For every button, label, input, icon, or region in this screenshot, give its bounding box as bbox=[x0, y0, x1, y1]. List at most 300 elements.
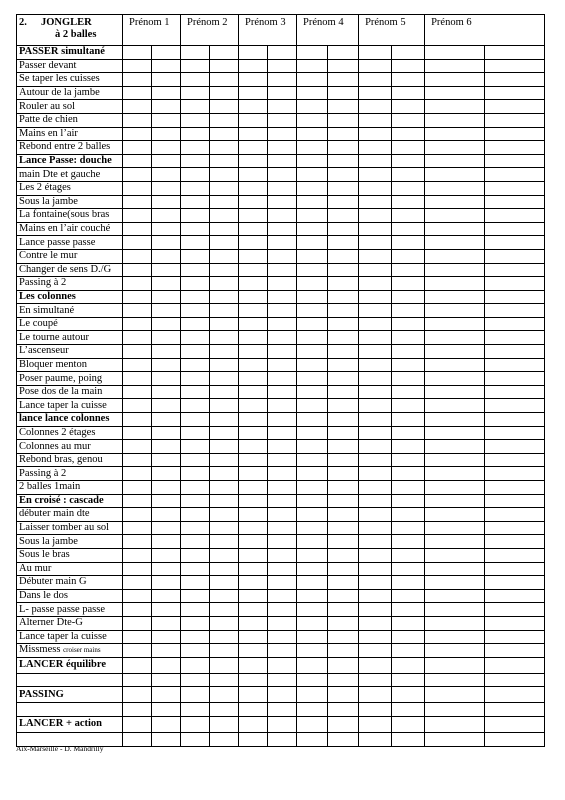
score-cell[interactable] bbox=[359, 385, 392, 399]
score-cell[interactable] bbox=[268, 426, 297, 440]
score-cell[interactable] bbox=[297, 100, 328, 114]
score-cell[interactable] bbox=[328, 535, 359, 549]
score-cell[interactable] bbox=[239, 576, 268, 590]
score-cell[interactable] bbox=[268, 304, 297, 318]
score-cell[interactable] bbox=[328, 236, 359, 250]
score-cell[interactable] bbox=[328, 195, 359, 209]
score-cell[interactable] bbox=[485, 290, 545, 304]
score-cell[interactable] bbox=[485, 317, 545, 331]
score-cell[interactable] bbox=[297, 277, 328, 291]
score-cell[interactable] bbox=[359, 236, 392, 250]
score-cell[interactable] bbox=[268, 372, 297, 386]
score-cell[interactable] bbox=[392, 181, 425, 195]
score-cell[interactable] bbox=[181, 317, 210, 331]
score-cell[interactable] bbox=[485, 467, 545, 481]
score-cell[interactable] bbox=[123, 494, 152, 508]
score-cell[interactable] bbox=[485, 508, 545, 522]
score-cell[interactable] bbox=[485, 644, 545, 658]
score-cell[interactable] bbox=[392, 277, 425, 291]
score-cell[interactable] bbox=[152, 673, 181, 687]
score-cell[interactable] bbox=[328, 263, 359, 277]
score-cell[interactable] bbox=[152, 331, 181, 345]
score-cell[interactable] bbox=[268, 141, 297, 155]
score-cell[interactable] bbox=[485, 181, 545, 195]
score-cell[interactable] bbox=[123, 673, 152, 687]
score-cell[interactable] bbox=[181, 703, 210, 717]
score-cell[interactable] bbox=[123, 209, 152, 223]
score-cell[interactable] bbox=[297, 127, 328, 141]
score-cell[interactable] bbox=[239, 467, 268, 481]
score-cell[interactable] bbox=[152, 426, 181, 440]
score-cell[interactable] bbox=[297, 548, 328, 562]
score-cell[interactable] bbox=[392, 548, 425, 562]
score-cell[interactable] bbox=[425, 644, 485, 658]
score-cell[interactable] bbox=[297, 644, 328, 658]
score-cell[interactable] bbox=[152, 535, 181, 549]
score-cell[interactable] bbox=[181, 494, 210, 508]
score-cell[interactable] bbox=[268, 317, 297, 331]
score-cell[interactable] bbox=[328, 154, 359, 168]
score-cell[interactable] bbox=[239, 46, 268, 60]
score-cell[interactable] bbox=[123, 127, 152, 141]
score-cell[interactable] bbox=[239, 168, 268, 182]
score-cell[interactable] bbox=[152, 358, 181, 372]
score-cell[interactable] bbox=[152, 277, 181, 291]
score-cell[interactable] bbox=[152, 481, 181, 495]
score-cell[interactable] bbox=[359, 521, 392, 535]
score-cell[interactable] bbox=[359, 494, 392, 508]
score-cell[interactable] bbox=[152, 304, 181, 318]
score-cell[interactable] bbox=[425, 467, 485, 481]
score-cell[interactable] bbox=[392, 521, 425, 535]
score-cell[interactable] bbox=[152, 141, 181, 155]
score-cell[interactable] bbox=[210, 195, 239, 209]
score-cell[interactable] bbox=[152, 372, 181, 386]
score-cell[interactable] bbox=[425, 616, 485, 630]
score-cell[interactable] bbox=[392, 644, 425, 658]
score-cell[interactable] bbox=[210, 673, 239, 687]
score-cell[interactable] bbox=[210, 453, 239, 467]
score-cell[interactable] bbox=[392, 576, 425, 590]
score-cell[interactable] bbox=[152, 589, 181, 603]
score-cell[interactable] bbox=[485, 168, 545, 182]
score-cell[interactable] bbox=[152, 644, 181, 658]
score-cell[interactable] bbox=[392, 141, 425, 155]
score-cell[interactable] bbox=[181, 290, 210, 304]
score-cell[interactable] bbox=[359, 46, 392, 60]
score-cell[interactable] bbox=[485, 589, 545, 603]
score-cell[interactable] bbox=[359, 263, 392, 277]
score-cell[interactable] bbox=[123, 644, 152, 658]
score-cell[interactable] bbox=[239, 100, 268, 114]
score-cell[interactable] bbox=[392, 113, 425, 127]
score-cell[interactable] bbox=[268, 535, 297, 549]
score-cell[interactable] bbox=[123, 100, 152, 114]
score-cell[interactable] bbox=[268, 358, 297, 372]
score-cell[interactable] bbox=[210, 372, 239, 386]
score-cell[interactable] bbox=[485, 481, 545, 495]
score-cell[interactable] bbox=[392, 59, 425, 73]
score-cell[interactable] bbox=[328, 703, 359, 717]
score-cell[interactable] bbox=[425, 86, 485, 100]
score-cell[interactable] bbox=[425, 673, 485, 687]
score-cell[interactable] bbox=[392, 100, 425, 114]
score-cell[interactable] bbox=[181, 716, 210, 732]
score-cell[interactable] bbox=[152, 576, 181, 590]
score-cell[interactable] bbox=[392, 168, 425, 182]
score-cell[interactable] bbox=[181, 630, 210, 644]
score-cell[interactable] bbox=[425, 440, 485, 454]
score-cell[interactable] bbox=[485, 86, 545, 100]
score-cell[interactable] bbox=[123, 413, 152, 427]
score-cell[interactable] bbox=[297, 453, 328, 467]
score-cell[interactable] bbox=[485, 127, 545, 141]
score-cell[interactable] bbox=[123, 113, 152, 127]
score-cell[interactable] bbox=[239, 86, 268, 100]
score-cell[interactable] bbox=[181, 358, 210, 372]
score-cell[interactable] bbox=[328, 481, 359, 495]
score-cell[interactable] bbox=[181, 263, 210, 277]
score-cell[interactable] bbox=[297, 508, 328, 522]
score-cell[interactable] bbox=[268, 494, 297, 508]
score-cell[interactable] bbox=[425, 168, 485, 182]
score-cell[interactable] bbox=[297, 73, 328, 87]
score-cell[interactable] bbox=[268, 440, 297, 454]
score-cell[interactable] bbox=[181, 46, 210, 60]
score-cell[interactable] bbox=[359, 657, 392, 673]
score-cell[interactable] bbox=[239, 358, 268, 372]
score-cell[interactable] bbox=[328, 86, 359, 100]
score-cell[interactable] bbox=[268, 644, 297, 658]
score-cell[interactable] bbox=[123, 304, 152, 318]
score-cell[interactable] bbox=[392, 426, 425, 440]
score-cell[interactable] bbox=[181, 616, 210, 630]
score-cell[interactable] bbox=[297, 521, 328, 535]
score-cell[interactable] bbox=[485, 59, 545, 73]
score-cell[interactable] bbox=[210, 73, 239, 87]
score-cell[interactable] bbox=[123, 399, 152, 413]
score-cell[interactable] bbox=[268, 687, 297, 703]
score-cell[interactable] bbox=[328, 46, 359, 60]
score-cell[interactable] bbox=[152, 195, 181, 209]
score-cell[interactable] bbox=[210, 222, 239, 236]
score-cell[interactable] bbox=[123, 372, 152, 386]
score-cell[interactable] bbox=[425, 399, 485, 413]
score-cell[interactable] bbox=[485, 345, 545, 359]
score-cell[interactable] bbox=[425, 589, 485, 603]
score-cell[interactable] bbox=[359, 481, 392, 495]
score-cell[interactable] bbox=[239, 548, 268, 562]
score-cell[interactable] bbox=[328, 141, 359, 155]
score-cell[interactable] bbox=[392, 209, 425, 223]
score-cell[interactable] bbox=[392, 358, 425, 372]
score-cell[interactable] bbox=[239, 732, 268, 746]
score-cell[interactable] bbox=[210, 644, 239, 658]
score-cell[interactable] bbox=[210, 687, 239, 703]
score-cell[interactable] bbox=[425, 195, 485, 209]
score-cell[interactable] bbox=[328, 331, 359, 345]
score-cell[interactable] bbox=[392, 589, 425, 603]
score-cell[interactable] bbox=[425, 113, 485, 127]
score-cell[interactable] bbox=[123, 222, 152, 236]
score-cell[interactable] bbox=[297, 716, 328, 732]
score-cell[interactable] bbox=[239, 562, 268, 576]
score-cell[interactable] bbox=[152, 413, 181, 427]
score-cell[interactable] bbox=[392, 304, 425, 318]
score-cell[interactable] bbox=[425, 141, 485, 155]
score-cell[interactable] bbox=[328, 413, 359, 427]
score-cell[interactable] bbox=[268, 548, 297, 562]
score-cell[interactable] bbox=[297, 59, 328, 73]
score-cell[interactable] bbox=[425, 181, 485, 195]
score-cell[interactable] bbox=[359, 277, 392, 291]
score-cell[interactable] bbox=[181, 453, 210, 467]
score-cell[interactable] bbox=[392, 453, 425, 467]
score-cell[interactable] bbox=[425, 209, 485, 223]
score-cell[interactable] bbox=[181, 100, 210, 114]
score-cell[interactable] bbox=[328, 603, 359, 617]
score-cell[interactable] bbox=[152, 46, 181, 60]
score-cell[interactable] bbox=[152, 440, 181, 454]
score-cell[interactable] bbox=[239, 385, 268, 399]
score-cell[interactable] bbox=[268, 413, 297, 427]
score-cell[interactable] bbox=[152, 154, 181, 168]
score-cell[interactable] bbox=[268, 154, 297, 168]
score-cell[interactable] bbox=[392, 687, 425, 703]
score-cell[interactable] bbox=[359, 644, 392, 658]
score-cell[interactable] bbox=[239, 195, 268, 209]
score-cell[interactable] bbox=[359, 716, 392, 732]
score-cell[interactable] bbox=[485, 548, 545, 562]
score-cell[interactable] bbox=[297, 673, 328, 687]
score-cell[interactable] bbox=[239, 453, 268, 467]
score-cell[interactable] bbox=[328, 127, 359, 141]
score-cell[interactable] bbox=[210, 562, 239, 576]
score-cell[interactable] bbox=[297, 168, 328, 182]
score-cell[interactable] bbox=[297, 86, 328, 100]
score-cell[interactable] bbox=[297, 535, 328, 549]
score-cell[interactable] bbox=[268, 236, 297, 250]
score-cell[interactable] bbox=[181, 508, 210, 522]
score-cell[interactable] bbox=[328, 467, 359, 481]
score-cell[interactable] bbox=[210, 589, 239, 603]
score-cell[interactable] bbox=[210, 535, 239, 549]
score-cell[interactable] bbox=[239, 277, 268, 291]
score-cell[interactable] bbox=[359, 703, 392, 717]
score-cell[interactable] bbox=[239, 304, 268, 318]
score-cell[interactable] bbox=[181, 548, 210, 562]
score-cell[interactable] bbox=[152, 345, 181, 359]
score-cell[interactable] bbox=[152, 494, 181, 508]
score-cell[interactable] bbox=[485, 576, 545, 590]
score-cell[interactable] bbox=[210, 603, 239, 617]
score-cell[interactable] bbox=[181, 181, 210, 195]
score-cell[interactable] bbox=[425, 290, 485, 304]
score-cell[interactable] bbox=[328, 222, 359, 236]
score-cell[interactable] bbox=[210, 127, 239, 141]
score-cell[interactable] bbox=[485, 277, 545, 291]
score-cell[interactable] bbox=[268, 399, 297, 413]
score-cell[interactable] bbox=[181, 59, 210, 73]
score-cell[interactable] bbox=[152, 222, 181, 236]
score-cell[interactable] bbox=[297, 249, 328, 263]
score-cell[interactable] bbox=[359, 141, 392, 155]
score-cell[interactable] bbox=[152, 249, 181, 263]
score-cell[interactable] bbox=[210, 521, 239, 535]
score-cell[interactable] bbox=[297, 603, 328, 617]
score-cell[interactable] bbox=[359, 687, 392, 703]
score-cell[interactable] bbox=[297, 732, 328, 746]
score-cell[interactable] bbox=[239, 426, 268, 440]
score-cell[interactable] bbox=[359, 331, 392, 345]
score-cell[interactable] bbox=[268, 673, 297, 687]
score-cell[interactable] bbox=[359, 440, 392, 454]
score-cell[interactable] bbox=[268, 290, 297, 304]
score-cell[interactable] bbox=[181, 249, 210, 263]
score-cell[interactable] bbox=[297, 290, 328, 304]
score-cell[interactable] bbox=[392, 467, 425, 481]
score-cell[interactable] bbox=[359, 345, 392, 359]
score-cell[interactable] bbox=[425, 154, 485, 168]
score-cell[interactable] bbox=[152, 236, 181, 250]
score-cell[interactable] bbox=[123, 576, 152, 590]
score-cell[interactable] bbox=[328, 372, 359, 386]
score-cell[interactable] bbox=[359, 127, 392, 141]
score-cell[interactable] bbox=[328, 673, 359, 687]
score-cell[interactable] bbox=[297, 385, 328, 399]
score-cell[interactable] bbox=[123, 589, 152, 603]
score-cell[interactable] bbox=[359, 317, 392, 331]
score-cell[interactable] bbox=[210, 732, 239, 746]
score-cell[interactable] bbox=[359, 222, 392, 236]
score-cell[interactable] bbox=[210, 263, 239, 277]
score-cell[interactable] bbox=[123, 562, 152, 576]
score-cell[interactable] bbox=[152, 168, 181, 182]
score-cell[interactable] bbox=[123, 481, 152, 495]
score-cell[interactable] bbox=[297, 317, 328, 331]
score-cell[interactable] bbox=[485, 154, 545, 168]
score-cell[interactable] bbox=[123, 195, 152, 209]
score-cell[interactable] bbox=[328, 100, 359, 114]
score-cell[interactable] bbox=[239, 535, 268, 549]
score-cell[interactable] bbox=[210, 508, 239, 522]
score-cell[interactable] bbox=[392, 236, 425, 250]
score-cell[interactable] bbox=[485, 703, 545, 717]
score-cell[interactable] bbox=[359, 616, 392, 630]
score-cell[interactable] bbox=[485, 630, 545, 644]
score-cell[interactable] bbox=[268, 73, 297, 87]
score-cell[interactable] bbox=[210, 657, 239, 673]
score-cell[interactable] bbox=[239, 644, 268, 658]
score-cell[interactable] bbox=[392, 372, 425, 386]
score-cell[interactable] bbox=[152, 703, 181, 717]
score-cell[interactable] bbox=[485, 236, 545, 250]
score-cell[interactable] bbox=[328, 290, 359, 304]
score-cell[interactable] bbox=[485, 440, 545, 454]
score-cell[interactable] bbox=[268, 576, 297, 590]
score-cell[interactable] bbox=[297, 154, 328, 168]
score-cell[interactable] bbox=[123, 548, 152, 562]
score-cell[interactable] bbox=[239, 141, 268, 155]
score-cell[interactable] bbox=[210, 703, 239, 717]
score-cell[interactable] bbox=[268, 168, 297, 182]
score-cell[interactable] bbox=[359, 304, 392, 318]
score-cell[interactable] bbox=[268, 113, 297, 127]
score-cell[interactable] bbox=[268, 481, 297, 495]
score-cell[interactable] bbox=[425, 385, 485, 399]
score-cell[interactable] bbox=[425, 732, 485, 746]
score-cell[interactable] bbox=[152, 73, 181, 87]
score-cell[interactable] bbox=[152, 113, 181, 127]
score-cell[interactable] bbox=[268, 589, 297, 603]
score-cell[interactable] bbox=[123, 453, 152, 467]
score-cell[interactable] bbox=[123, 508, 152, 522]
score-cell[interactable] bbox=[392, 494, 425, 508]
score-cell[interactable] bbox=[392, 732, 425, 746]
score-cell[interactable] bbox=[425, 508, 485, 522]
score-cell[interactable] bbox=[239, 222, 268, 236]
score-cell[interactable] bbox=[425, 73, 485, 87]
score-cell[interactable] bbox=[392, 603, 425, 617]
score-cell[interactable] bbox=[123, 535, 152, 549]
score-cell[interactable] bbox=[152, 399, 181, 413]
score-cell[interactable] bbox=[152, 657, 181, 673]
score-cell[interactable] bbox=[181, 127, 210, 141]
score-cell[interactable] bbox=[328, 113, 359, 127]
score-cell[interactable] bbox=[359, 576, 392, 590]
score-cell[interactable] bbox=[425, 576, 485, 590]
score-cell[interactable] bbox=[268, 521, 297, 535]
score-cell[interactable] bbox=[239, 508, 268, 522]
score-cell[interactable] bbox=[425, 59, 485, 73]
score-cell[interactable] bbox=[359, 399, 392, 413]
score-cell[interactable] bbox=[239, 481, 268, 495]
score-cell[interactable] bbox=[152, 521, 181, 535]
score-cell[interactable] bbox=[210, 548, 239, 562]
score-cell[interactable] bbox=[239, 345, 268, 359]
score-cell[interactable] bbox=[328, 168, 359, 182]
score-cell[interactable] bbox=[328, 426, 359, 440]
score-cell[interactable] bbox=[392, 73, 425, 87]
score-cell[interactable] bbox=[425, 521, 485, 535]
score-cell[interactable] bbox=[181, 562, 210, 576]
score-cell[interactable] bbox=[297, 687, 328, 703]
score-cell[interactable] bbox=[210, 331, 239, 345]
score-cell[interactable] bbox=[425, 263, 485, 277]
score-cell[interactable] bbox=[181, 345, 210, 359]
score-cell[interactable] bbox=[123, 703, 152, 717]
score-cell[interactable] bbox=[210, 481, 239, 495]
score-cell[interactable] bbox=[485, 195, 545, 209]
score-cell[interactable] bbox=[268, 467, 297, 481]
score-cell[interactable] bbox=[239, 127, 268, 141]
score-cell[interactable] bbox=[297, 467, 328, 481]
score-cell[interactable] bbox=[425, 358, 485, 372]
score-cell[interactable] bbox=[485, 209, 545, 223]
score-cell[interactable] bbox=[268, 195, 297, 209]
score-cell[interactable] bbox=[123, 630, 152, 644]
score-cell[interactable] bbox=[425, 548, 485, 562]
score-cell[interactable] bbox=[123, 236, 152, 250]
score-cell[interactable] bbox=[210, 181, 239, 195]
score-cell[interactable] bbox=[152, 263, 181, 277]
score-cell[interactable] bbox=[297, 481, 328, 495]
score-cell[interactable] bbox=[152, 732, 181, 746]
score-cell[interactable] bbox=[268, 508, 297, 522]
score-cell[interactable] bbox=[297, 413, 328, 427]
score-cell[interactable] bbox=[268, 453, 297, 467]
score-cell[interactable] bbox=[485, 616, 545, 630]
